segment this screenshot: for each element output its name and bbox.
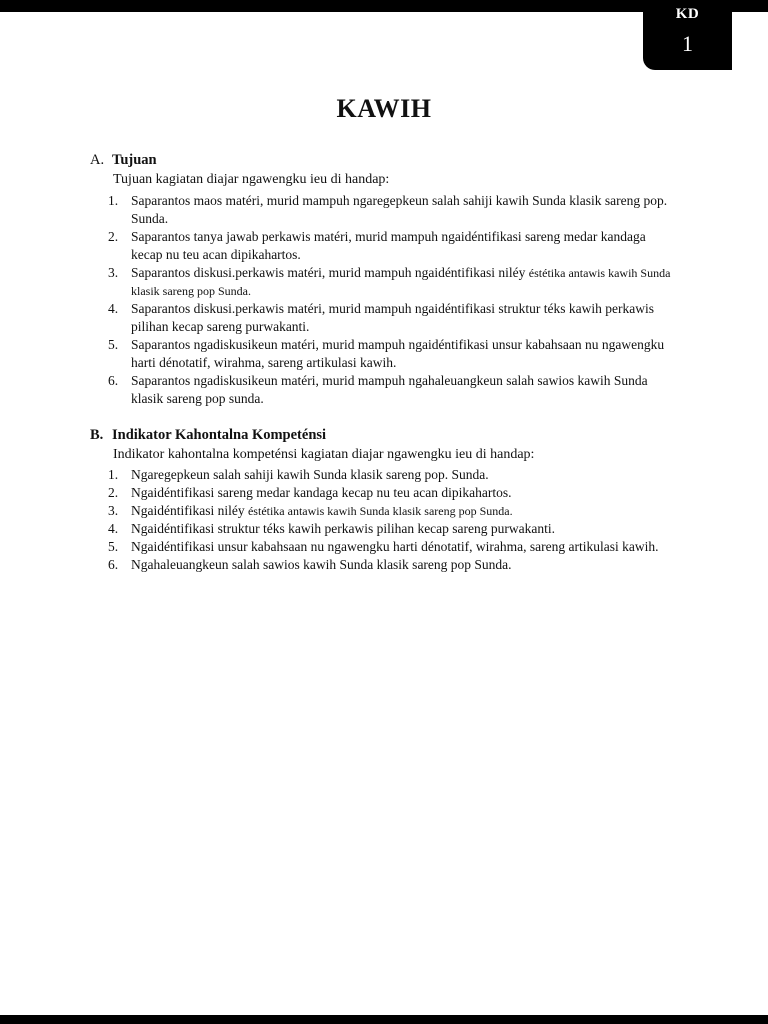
bottom-border-bar — [0, 1015, 768, 1024]
list-item-number: 2. — [108, 485, 119, 500]
list-item — [108, 264, 678, 300]
kd-number: 1 — [682, 31, 693, 56]
list-item-number: 4. — [108, 301, 119, 316]
list-item-number: 6. — [108, 557, 119, 572]
list-item — [108, 228, 678, 264]
list-item-number: 5. — [108, 337, 119, 352]
section-a-intro: Tujuan kagiatan diajar ngawengku ieu di handap: — [113, 172, 390, 187]
list-item-number: 1. — [108, 467, 119, 482]
section-b-heading — [90, 427, 326, 444]
list-item — [108, 372, 678, 408]
list-item-text: Ngaregepkeun salah sahiji kawih Sunda klasik sareng pop. Sunda. — [131, 467, 489, 482]
list-item — [108, 502, 688, 520]
list-item — [108, 466, 688, 484]
list-item-number: 2. — [108, 229, 119, 244]
list-item-number: 3. — [108, 265, 119, 280]
section-b-intro: Indikator kahontalna kompeténsi kagiatan diajar ngawengku ieu di handap: — [113, 447, 535, 462]
list-item — [108, 192, 678, 228]
list-item-text: Saparantos tanya jawab perkawis matéri, murid mampuh ngaidéntifikasi sareng medar kandaga kecap nu teu acan dipikahartos. — [131, 229, 646, 262]
section-b-letter: B. — [90, 427, 104, 443]
section-b-title: Indikator Kahontalna Kompeténsi — [112, 427, 327, 443]
list-item-text: Saparantos diskusi.perkawis matéri, murid mampuh ngaidéntifikasi niléy — [131, 265, 529, 280]
list-item — [108, 520, 688, 538]
list-item-text: Saparantos ngadiskusikeun matéri, murid mampuh ngahaleuangkeun salah sawios kawih Sunda klasik sareng pop sunda. — [131, 373, 648, 406]
section-a-title: Tujuan — [112, 152, 157, 168]
list-item-number: 5. — [108, 539, 119, 554]
kd-badge — [643, 0, 732, 70]
list-item-number: 1. — [108, 193, 119, 208]
list-item-text: Ngahaleuangkeun salah sawios kawih Sunda klasik sareng pop Sunda. — [131, 557, 512, 572]
list-item-number: 3. — [108, 503, 119, 518]
list-item-number: 6. — [108, 373, 119, 388]
section-a-heading — [90, 152, 157, 169]
list-item — [108, 300, 678, 336]
list-item-number: 4. — [108, 521, 119, 536]
list-item — [108, 336, 678, 372]
list-item-text: Ngaidéntifikasi niléy — [131, 503, 248, 518]
section-b-list — [108, 466, 688, 574]
list-item-text: Ngaidéntifikasi unsur kabahsaan nu ngawengku harti dénotatif, wirahma, sareng artikulasi kawih. — [131, 539, 659, 554]
list-item-text-small: éstétika antawis kawih Sunda klasik sareng pop Sunda. — [247, 504, 513, 518]
list-item-text: Saparantos maos matéri, murid mampuh ngaregepkeun salah sahiji kawih Sunda klasik sareng pop. Sunda. — [131, 193, 668, 226]
section-a-letter: A. — [90, 152, 105, 168]
list-item-text: Saparantos ngadiskusikeun matéri, murid mampuh ngaidéntifikasi unsur kabahsaan nu ngawengku harti dénotatif, wirahma, sareng artikulasi kawih. — [131, 337, 665, 370]
list-item-text-small: éstétika antawis kawih Sunda klasik sareng pop Sunda. — [131, 266, 671, 298]
section-a-list — [108, 192, 678, 408]
list-item — [108, 538, 688, 556]
list-item — [108, 556, 688, 574]
list-item-text: Ngaidéntifikasi sareng medar kandaga kecap nu teu acan dipikahartos. — [131, 485, 512, 500]
list-item-text: Ngaidéntifikasi struktur téks kawih perkawis pilihan kecap sareng purwakanti. — [131, 521, 556, 536]
list-item — [108, 484, 688, 502]
page-title: KAWIH — [336, 94, 432, 123]
list-item-text: Saparantos diskusi.perkawis matéri, murid mampuh ngaidéntifikasi struktur téks kawih perkawis pilihan kecap sareng purwakanti. — [131, 301, 655, 334]
kd-label: KD — [675, 6, 700, 22]
